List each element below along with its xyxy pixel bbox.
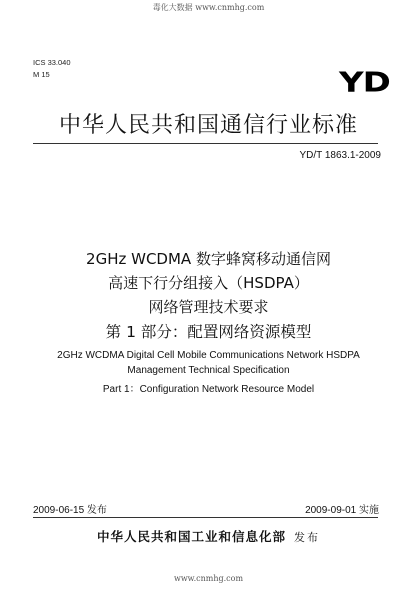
- title-cn-line-4: 第 1 部分：配置网络资源模型: [105, 323, 312, 341]
- publisher-issue-label: 发布: [294, 531, 320, 544]
- organization-title: 中华人民共和国通信行业标准: [58, 113, 358, 138]
- standard-number: YD/T 1863.1-2009: [299, 150, 381, 161]
- title-cn-line-3: 网络管理技术要求: [148, 298, 269, 316]
- ics-code: ICS 33.040: [33, 58, 71, 67]
- bottom-divider: [33, 517, 378, 518]
- title-en-line-1: 2GHz WCDMA Digital Cell Mobile Communications Network HSDPA: [57, 350, 360, 361]
- title-cn-line-1: 2GHz WCDMA 数字蜂窝移动通信网: [86, 250, 331, 268]
- m-code: M 15: [33, 70, 50, 79]
- release-date: 2009-06-15 发布: [33, 505, 107, 516]
- watermark-top: 毒化大数据 www.cnmhg.com: [152, 3, 265, 12]
- publisher-name: 中华人民共和国工业和信息化部: [96, 529, 286, 544]
- title-en-line-3: Part 1：Configuration Network Resource Model: [102, 384, 315, 395]
- yd-logo: YD: [339, 66, 390, 99]
- watermark-bottom: www.cnmhg.com: [173, 574, 244, 583]
- publisher: [0, 527, 417, 545]
- implementation-date: 2009-09-01 实施: [305, 505, 379, 516]
- title-cn-line-2: 高速下行分组接入（HSDPA）: [108, 274, 309, 292]
- title-en-line-2: Management Technical Specification: [127, 365, 290, 376]
- top-divider: [33, 143, 378, 144]
